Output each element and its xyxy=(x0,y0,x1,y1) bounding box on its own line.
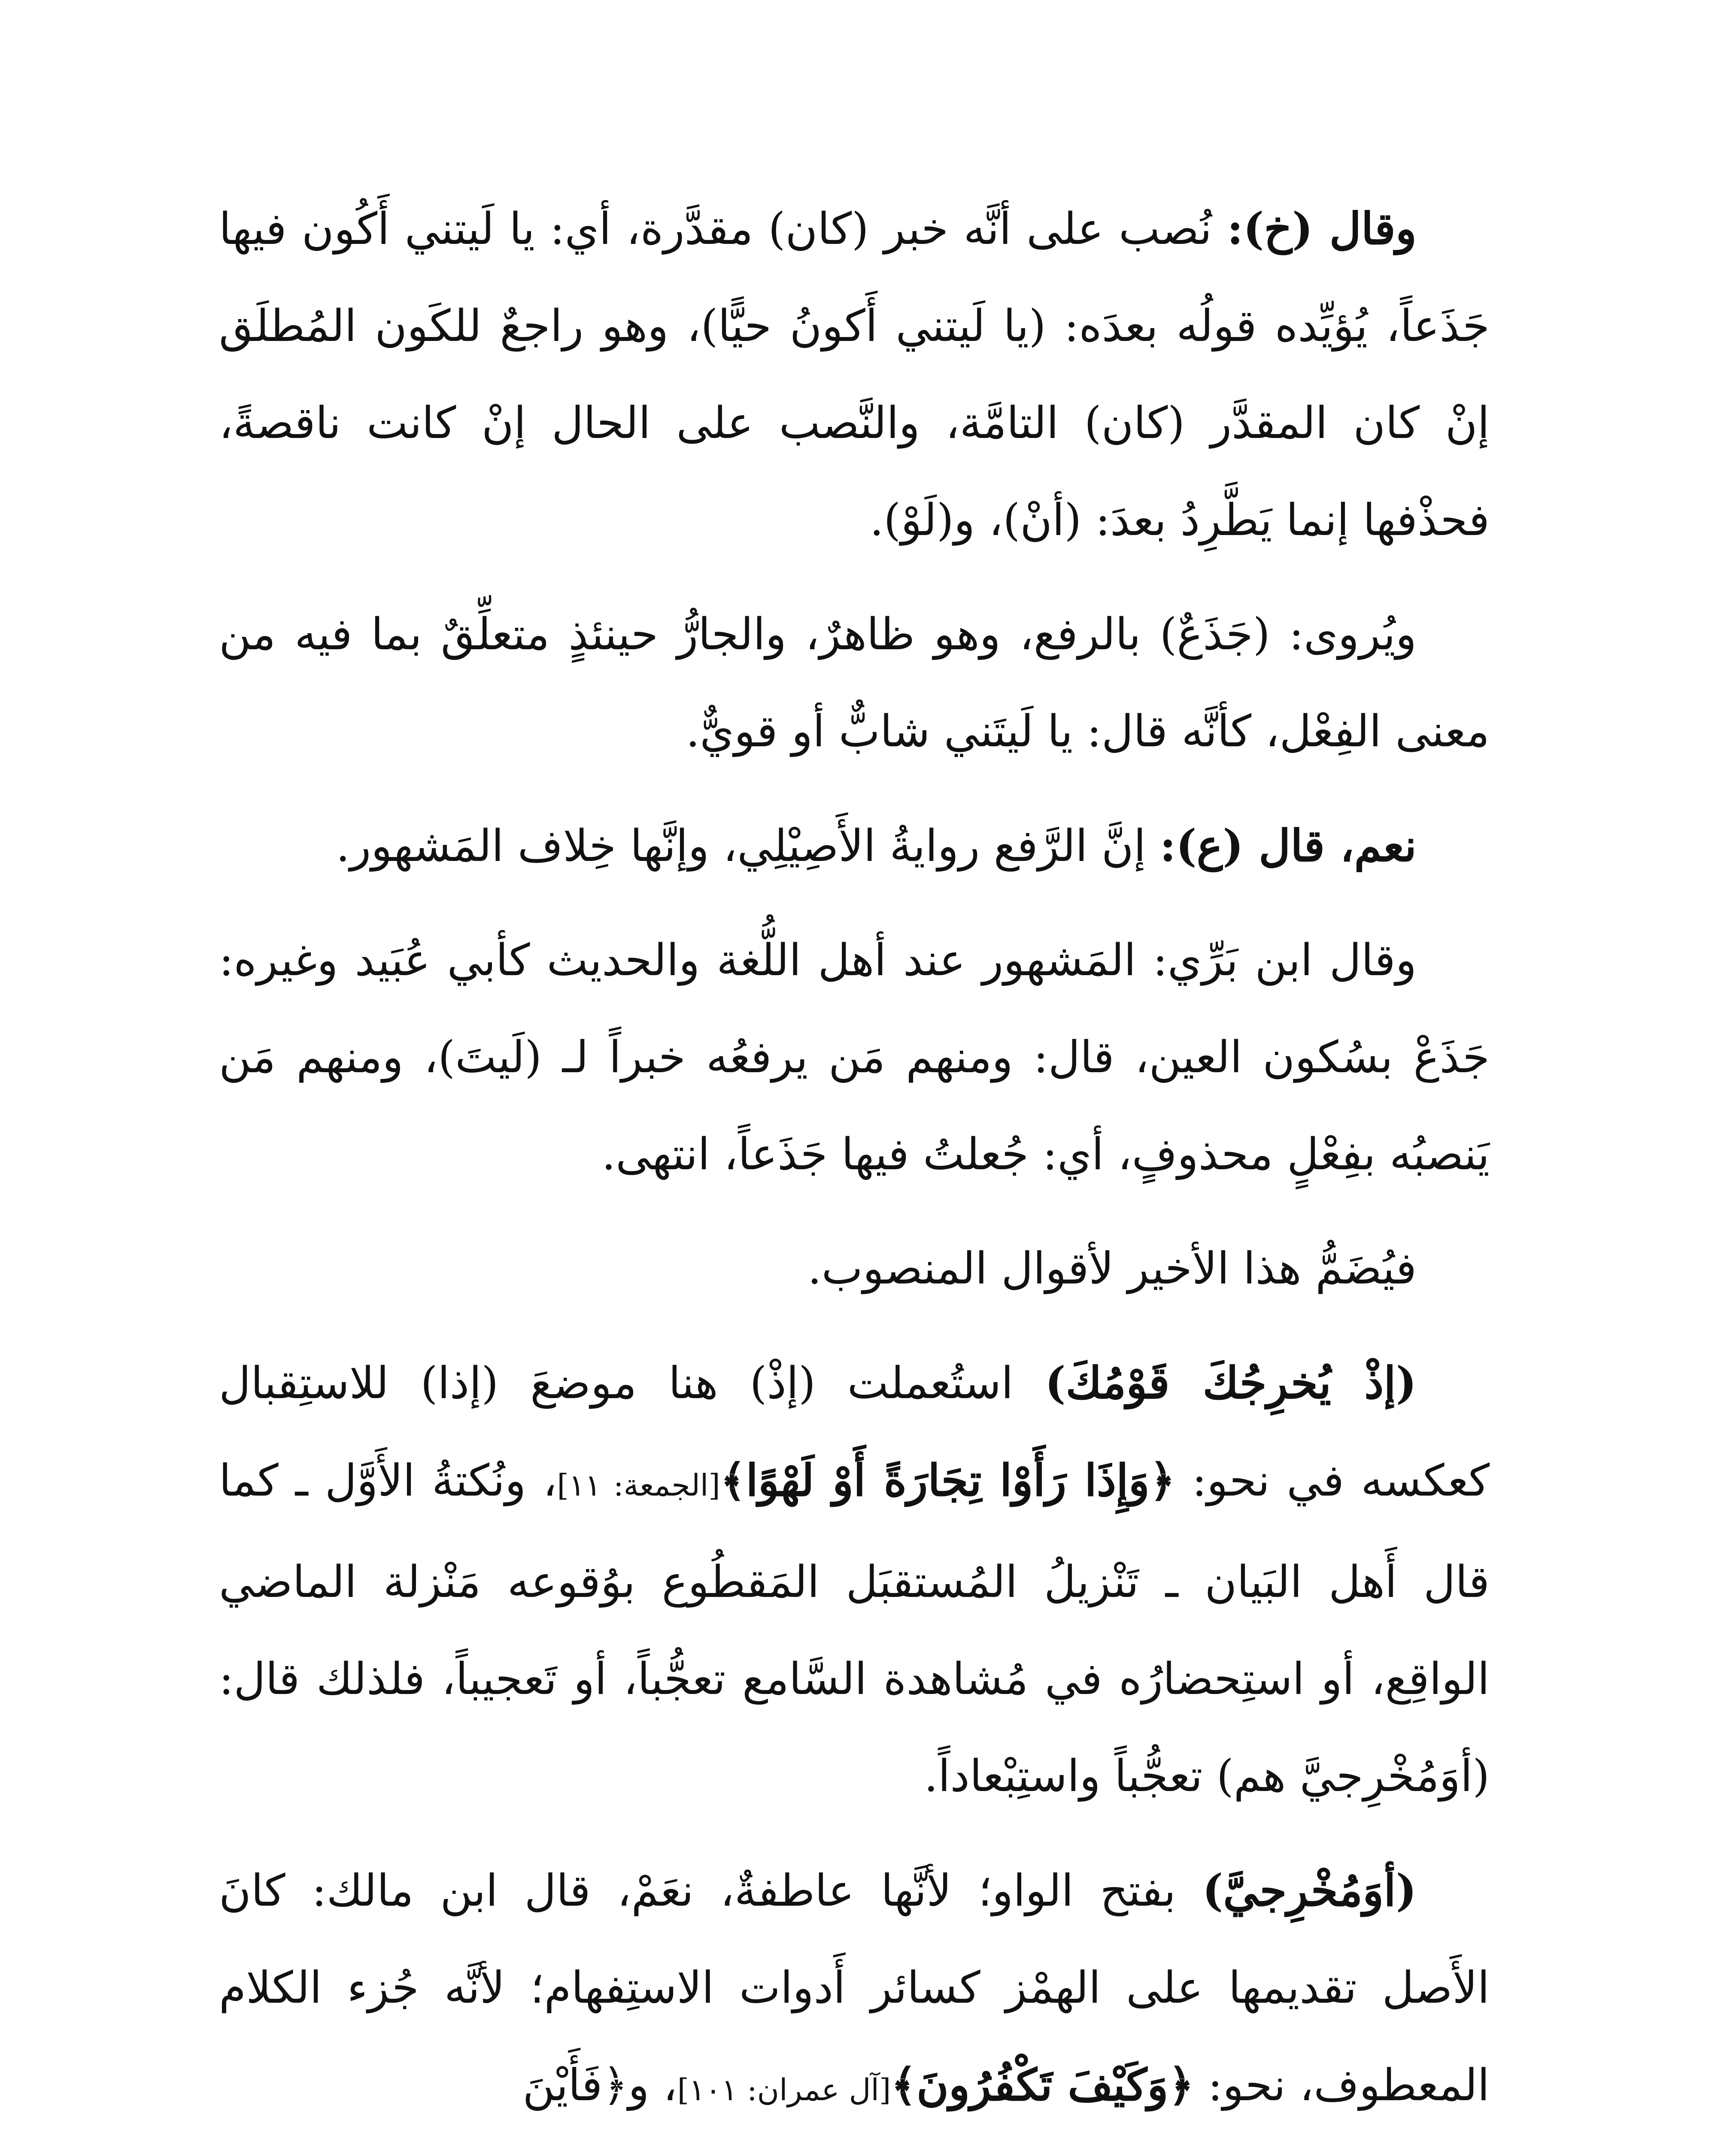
paragraph-5 xyxy=(219,1220,1490,1317)
paragraph-text: فيُضَمُّ هذا الأخير لأقوال المنصوب. xyxy=(807,1243,1417,1294)
verse-reference: [الجمعة: ١١] xyxy=(557,1468,720,1503)
paragraph-6 xyxy=(219,1335,1490,1825)
paragraph-text: بفتح الواو؛ لأنَّها عاطفةٌ، نعَمْ، قال ابن مالك: كانَ الأَصل تقديمها على الهمْز كسائر أَدوات الاستِفهام؛ لأنَّه جُزء الكلام المعطوف، نحو: xyxy=(219,1865,1490,2111)
paragraph-text: وقال ابن بَرِّي: المَشهور عند أهل اللُّغة والحديث كأبي عُبَيد وغيره: جَذَعْ بسُكون العين، قال: ومنهم مَن يرفعُه خبراً لـ (لَيتَ)، ومنهم مَن يَنصبُه بفِعْلٍ محذوفٍ، أي: جُعلتُ فيها جَذَعاً، انتهى. xyxy=(219,935,1490,1180)
paragraph-lead: (أوَمُخْرِجيَّ) xyxy=(1202,1865,1417,1916)
paragraph-tail: ، ونُكتةُ الأَوَّل ـ كما قال أَهل البَيان ـ تَنْزيلُ المُستقبَل المَقطُوع بوُقوعه مَنْزلة الماضي الواقِع، أو استِحضارُه في مُشاهدة السَّامع تعجُّباً، أو تَعجيباً، فلذلك قال: (أوَمُخْرِجيَّ هم) تعجُّباً واستِبْعاداً. xyxy=(219,1455,1490,1802)
body-text xyxy=(219,180,1490,2147)
paragraph-tail: ، و﴿فَأَيْنَ xyxy=(522,2060,677,2111)
paragraph-1 xyxy=(219,180,1490,569)
quran-verse: ﴿وَكَيْفَ تَكْفُرُونَ﴾ xyxy=(891,2059,1194,2111)
paragraph-text: نُصب على أنَّه خبر (كان) مقدَّرة، أي: يا لَيتني أَكُون فيها جَذَعاً، يُؤيِّده قولُه بعدَه: (يا لَيتني أَكونُ حيًّا)، وهو راجعٌ للكَون المُطلَق إنْ كان المقدَّر (كان) التامَّة، والنَّصب على الحال إنْ كانت ناقصةً، فحذْفها إنما يَطَّرِدُ بعدَ: (أنْ)، و(لَوْ). xyxy=(219,204,1490,546)
paragraph-4 xyxy=(219,912,1490,1203)
quran-verse: ﴿وَإِذَا رَأَوْا تِجَارَةً أَوْ لَهْوًا﴾ xyxy=(720,1455,1175,1506)
paragraph-3 xyxy=(219,797,1490,895)
paragraph-lead: وقال (خ): xyxy=(1227,203,1417,255)
verse-reference: [آل عمران: ١٠١] xyxy=(677,2072,891,2107)
paragraph-7 xyxy=(219,1842,1490,2138)
paragraph-lead: (إذْ يُخرِجُكَ قَوْمُكَ) xyxy=(1045,1357,1417,1409)
paragraph-lead: نعم، قال (ع): xyxy=(1159,820,1417,872)
paragraph-2 xyxy=(219,586,1490,780)
paragraph-text: إنَّ الرَّفع روايةُ الأَصِيْلِي، وإنَّها خِلاف المَشهور. xyxy=(336,821,1160,872)
paragraph-text: ويُروى: (جَذَعٌ) بالرفع، وهو ظاهرٌ، والجارُّ حينئذٍ متعلِّقٌ بما فيه من معنى الفِعْل، كأنَّه قال: يا لَيتَني شابٌّ أو قويٌّ. xyxy=(219,609,1490,757)
paragraph-text: استُعملت (إذْ) هنا موضعَ (إذا) للاستِقبال كعكسه في نحو: xyxy=(219,1358,1490,1506)
